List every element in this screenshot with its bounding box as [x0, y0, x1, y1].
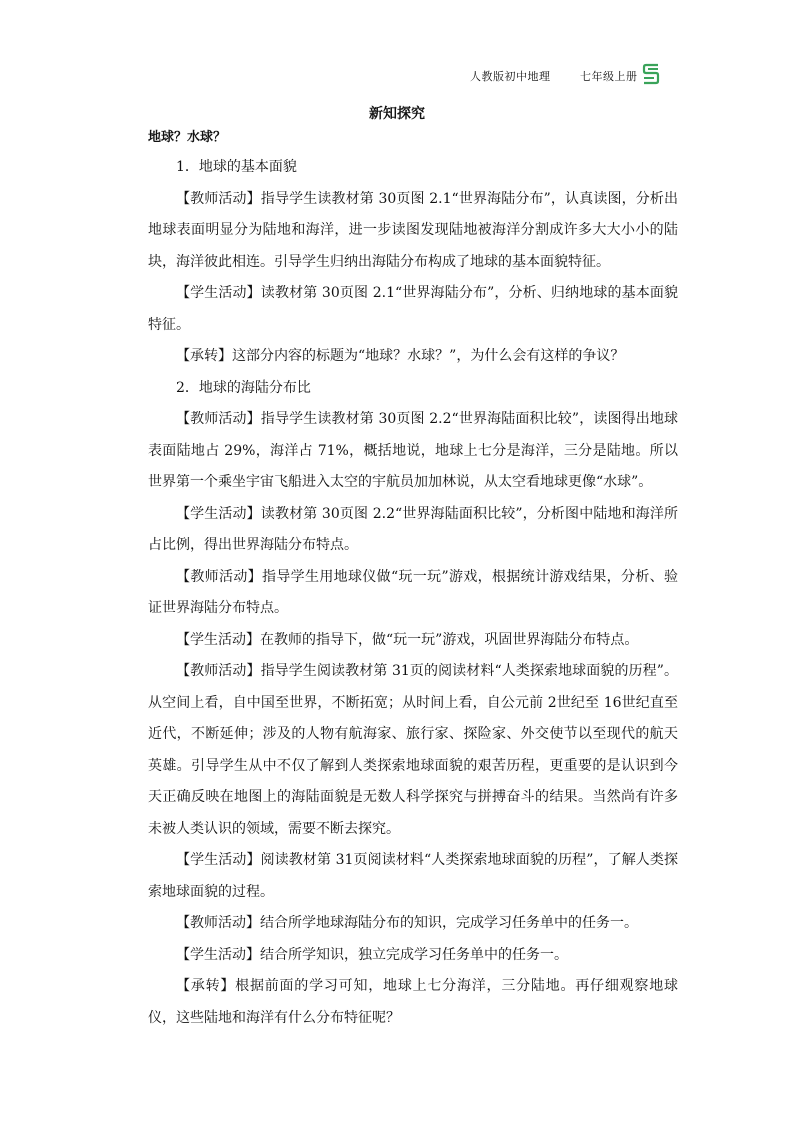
paragraph: 【承转】根据前面的学习可知，地球上七分海洋，三分陆地。再仔细观察地球仪，这些陆地和海洋有什么分布特征呢？: [148, 978, 678, 1026]
page-header: [470, 64, 670, 88]
paragraph: 【学生活动】在教师的指导下，做“玩一玩”游戏，巩固世界海陆分布特点。: [176, 631, 639, 648]
paragraph: 【学生活动】阅读教材第 31页阅读材料“人类探索地球面貌的历程”，了解人类探索地球面貌的过程。: [148, 852, 678, 900]
subheading-1: 1．地球的基本面貌: [176, 159, 297, 175]
paragraph: 【教师活动】指导学生读教材第 30页图 2.2“世界海陆面积比较”，读图得出地球表面陆地占 29%，海洋占 71%，概括地说，地球上七分是海洋，三分是陆地。所以世界第一个乘坐宇宙飞船进入太空的宇航员加加林说，从太空看地球更像“水球”。: [148, 411, 678, 490]
document-body: [148, 128, 678, 1034]
paragraph: 【教师活动】指导学生阅读教材第 31页的阅读材料“人类探索地球面貌的历程”。从空间上看，自中国至世界，不断拓宽；从时间上看，自公元前 2世纪至 16世纪直至近代，不断延伸；涉及的人物有航海家、旅行家、探险家、外交使节以至现代的航天英雄。引导学生从中不仅了解到人类探索地球面貌的艰苦历程，更重要的是认识到今天正确反映在地图上的海陆面貌是无数人科学探究与拼搏奋斗的结果。当然尚有许多未被人类认识的领域，需要不断去探究。: [148, 663, 678, 837]
paragraph: 【学生活动】结合所学知识，独立完成学习任务单中的任务一。: [176, 946, 568, 963]
subheading-2: 2．地球的海陆分布比: [176, 379, 311, 396]
paragraph: 【学生活动】读教材第 30页图 2.2“世界海陆面积比较”，分析图中陆地和海洋所占比例，得出世界海陆分布特点。: [148, 505, 678, 553]
paragraph: 【教师活动】结合所学地球海陆分布的知识，完成学习任务单中的任务一。: [176, 915, 638, 931]
paragraph: 【教师活动】指导学生读教材第 30页图 2.1“世界海陆分布”，认真读图，分析出地球表面明显分为陆地和海洋，进一步读图发现陆地被海洋分割成许多大大小小的陆块，海洋彼此相连。引导学生归纳出海陆分布构成了地球的基本面貌特征。: [148, 190, 678, 270]
paragraph: 【学生活动】读教材第 30页图 2.1“世界海陆分布”，分析、归纳地球的基本面貌特征。: [148, 285, 678, 333]
header-textbook-label: 人教版初中地理: [470, 70, 551, 83]
green-bracket-logo-icon: [642, 62, 660, 86]
section-heading: 地球？水球？: [148, 130, 227, 145]
paragraph: 【教师活动】指导学生用地球仪做“玩一玩”游戏，根据统计游戏结果，分析、验证世界海陆分布特点。: [148, 568, 678, 616]
header-grade-label: 七年级上册: [580, 70, 638, 83]
page-title: 新知探究: [369, 106, 425, 122]
paragraph: 【承转】这部分内容的标题为“地球？水球？”，为什么会有这样的争议？: [176, 348, 625, 364]
